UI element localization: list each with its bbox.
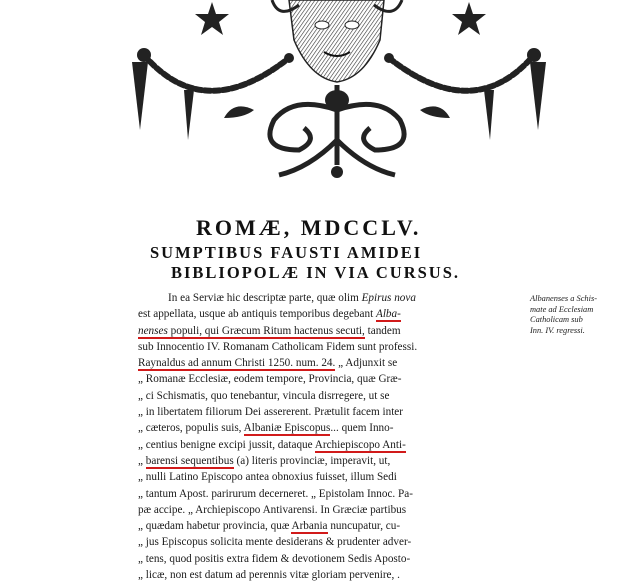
text-line [138, 339, 518, 355]
text-line [138, 453, 518, 469]
text-line [138, 518, 518, 534]
text-segment: „ licæ, non est datum ad perennis vitæ gloriam pervenire, . [138, 569, 400, 582]
text-line [138, 371, 518, 387]
text-segment: ... quem Inno- [330, 422, 394, 435]
text-line [138, 502, 518, 518]
text-line [138, 567, 518, 583]
margin-note-line: Catholicam sub [530, 315, 583, 324]
text-segment: nuncupatur, cu- [327, 520, 401, 533]
underlined-phrase: Raynaldus ad annum Christi 1250. num. 24. [138, 357, 336, 370]
margin-note-line: Inn. IV. regressi. [530, 325, 585, 335]
text-segment: „ ci Schismatis, quo tenebantur, vincula disrregere, ut se [138, 389, 390, 402]
text-segment: Epirus nova [361, 292, 416, 304]
text-segment: est appellata, usque ab antiquis temporibus degebant [138, 308, 376, 321]
text-segment: „ cæteros, populis suis, [138, 422, 244, 435]
text-line [138, 486, 518, 502]
margin-note-line: mate ad Ecclesiam [530, 304, 594, 314]
sun-mask-icon [272, 0, 402, 82]
text-line [138, 306, 518, 322]
text-segment: „ quædam habetur provincia, quæ [138, 520, 292, 533]
margin-note-line: Albanenses a Schis- [530, 294, 597, 303]
text-line [138, 323, 518, 339]
text-segment: „ tens, quod positis extra fidem & devotionem Sedis Aposto- [138, 552, 411, 565]
text-line [138, 420, 518, 436]
text-line [138, 469, 518, 485]
imprint-place-date: ROMÆ, MDCCLV. [196, 215, 422, 240]
underlined-phrase: barensi sequentibus [145, 454, 234, 467]
underlined-phrase: Alba- [375, 308, 401, 321]
text-segment: pæ accipe. „ Archiepiscopo Antivarensi. In Græciæ partibus [138, 503, 407, 516]
underlined-phrase: Archiepiscopo Anti- [314, 438, 406, 451]
text-segment: „ nulli Latino Episcopo antea obnoxius fuisset, illum Sedi [138, 471, 397, 484]
imprint-bookseller: BIBLIOPOLÆ IN VIA CURSUS. [171, 263, 461, 282]
underlined-phrase: nenses [138, 324, 168, 337]
imprint-printer: SUMPTIBUS FAUSTI AMIDEI [150, 243, 423, 262]
text-line [138, 388, 518, 404]
body-text [138, 290, 518, 583]
text-segment: sub Innocentio IV. Romanam Catholicam Fidem sunt professi. [138, 340, 418, 353]
text-line [138, 404, 518, 420]
text-segment: „ in libertatem filiorum Dei assererent. Prætulit facem inter [138, 406, 403, 419]
text-segment: (a) literis provinciæ, imperavit, ut, [233, 454, 391, 467]
text-segment: „ Adjunxit se [335, 357, 398, 370]
text-segment: „ tantum Apost. parirurum decerneret. „ Epistolam Innoc. Pa- [138, 487, 413, 500]
text-segment: In ea Serviæ hic descriptæ parte, quæ olim [168, 292, 362, 304]
text-segment: „ centius benigne excipi jussit, dataque [138, 438, 315, 451]
underlined-phrase: Albaniæ Episcopus [243, 422, 331, 435]
text-segment: tandem [364, 324, 401, 337]
text-segment: „ [138, 454, 146, 467]
text-segment: „ Romanæ Ecclesiæ, eodem tempore, Provincia, quæ Græ- [138, 373, 402, 386]
text-line [138, 551, 518, 567]
underlined-phrase: Arbania [291, 520, 328, 533]
margin-note [530, 294, 634, 336]
text-line [138, 290, 518, 306]
underlined-phrase: populi, qui Græcum Ritum hactenus secuti, [167, 324, 365, 337]
text-line [138, 437, 518, 453]
text-line [138, 355, 518, 371]
mascaron-ornament-icon [84, 0, 594, 190]
text-segment: „ jus Episcopus solicita mente desiderans & prudenter adver- [138, 536, 412, 549]
